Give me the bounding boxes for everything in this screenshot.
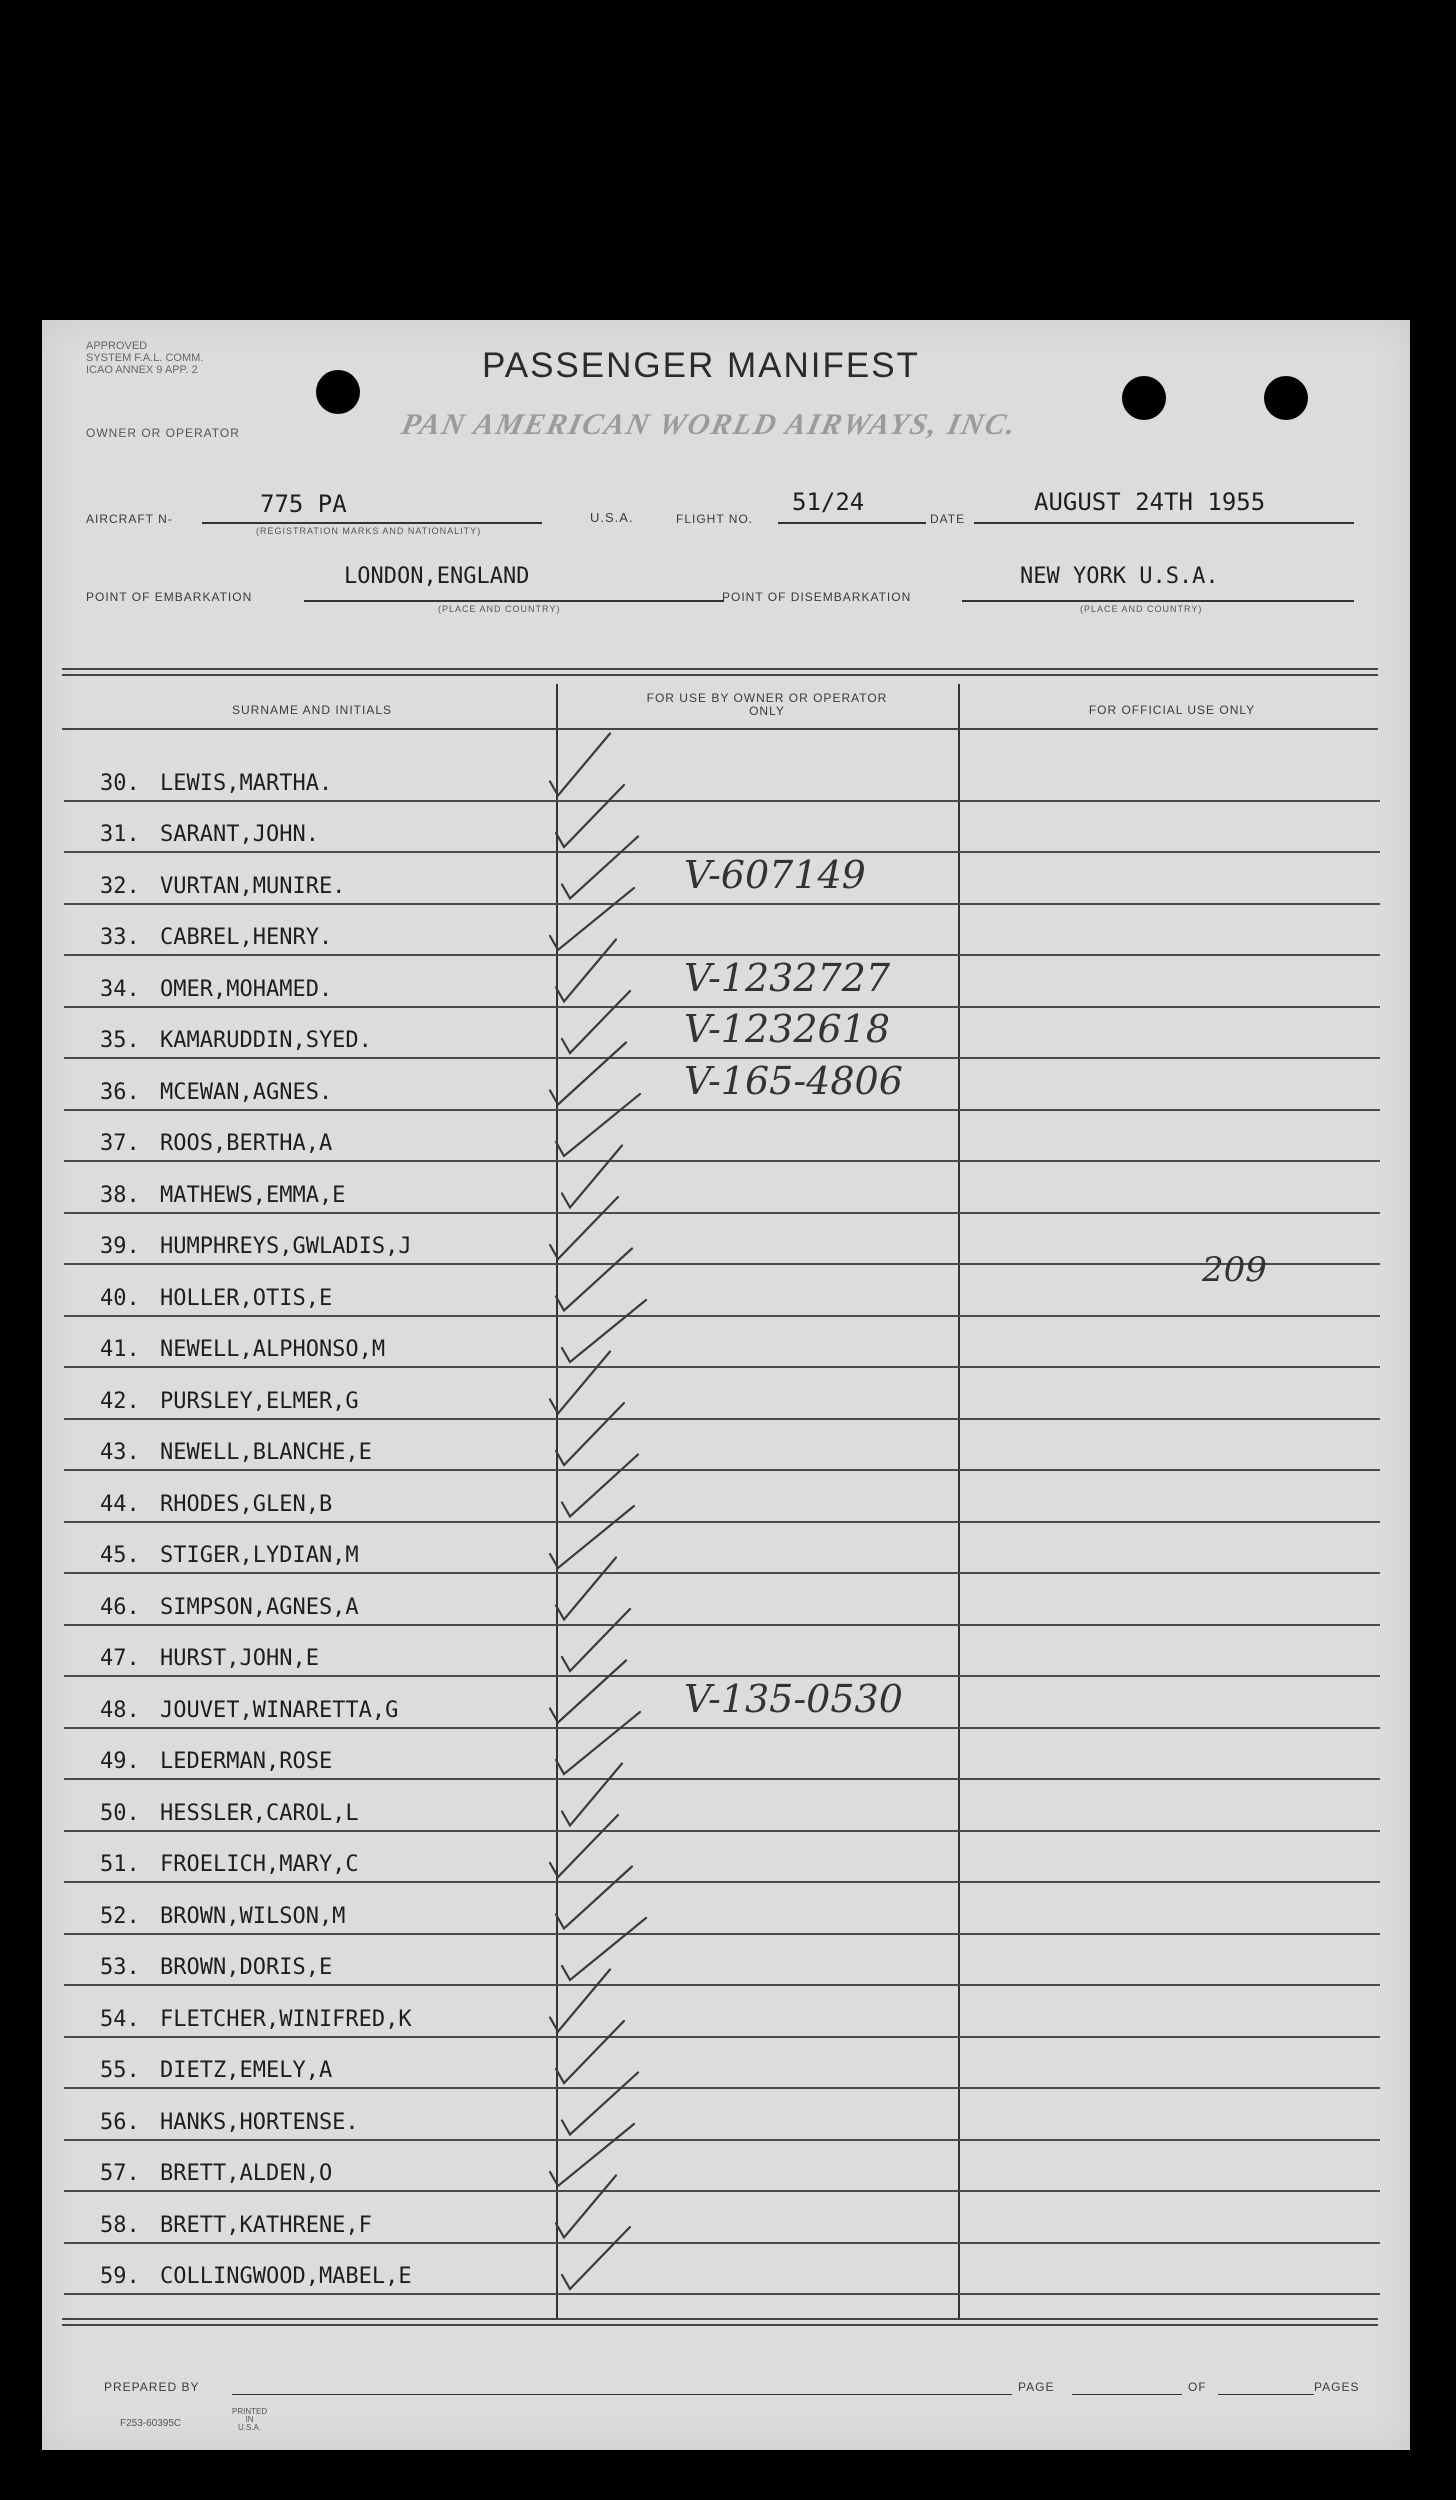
table-row (64, 1471, 1380, 1523)
operator-name: PAN AMERICAN WORLD AIRWAYS, INC. (398, 408, 1021, 441)
embarkation-underline (304, 600, 724, 602)
table-top-rule (62, 668, 1378, 670)
table-row (64, 1162, 1380, 1214)
table-row (64, 1574, 1380, 1626)
pages-label: PAGES (1314, 2380, 1360, 2394)
passenger-name: HURST,JOHN,E (160, 1646, 319, 1671)
aircraft-value: 775 PA (260, 490, 347, 518)
passenger-name: JOUVET,WINARETTA,G (160, 1697, 399, 1723)
row-number: 48. (100, 1697, 140, 1723)
table-bottom-rule (62, 2324, 1378, 2326)
embarkation-label: POINT OF EMBARKATION (86, 590, 253, 604)
punch-hole (1264, 376, 1308, 420)
date-label: DATE (930, 512, 966, 526)
row-number: 31. (100, 822, 140, 847)
embarkation-value: LONDON,ENGLAND (344, 564, 530, 589)
row-number: 49. (100, 1749, 140, 1774)
row-number: 58. (100, 2212, 140, 2238)
table-row (64, 1317, 1380, 1369)
row-number: 47. (100, 1646, 140, 1671)
row-number: 54. (100, 2006, 140, 2032)
prepared-by-label: PREPARED BY (104, 2380, 200, 2394)
registration-caption: (REGISTRATION MARKS AND NATIONALITY) (256, 526, 482, 536)
of-label: OF (1188, 2380, 1207, 2394)
passenger-name: BRETT,KATHRENE,F (160, 2212, 372, 2238)
union-label: PRINTED IN U.S.A. (232, 2407, 268, 2432)
approval-line: APPROVED (86, 340, 148, 352)
table-row (64, 1883, 1380, 1935)
passenger-name: BROWN,WILSON,M (160, 1903, 346, 1929)
passenger-name: HESSLER,CAROL,L (160, 1800, 359, 1826)
passenger-name: VURTAN,MUNIRE. (160, 873, 346, 899)
passenger-name: HUMPHREYS,GWLADIS,J (160, 1234, 412, 1259)
row-number: 53. (100, 1955, 140, 1980)
row-number: 50. (100, 1800, 140, 1826)
table-top-rule (62, 674, 1378, 676)
aircraft-label: AIRCRAFT N- (86, 512, 173, 526)
passenger-name: CABREL,HENRY. (160, 925, 333, 950)
table-row (64, 2038, 1380, 2090)
usa-label: U.S.A. (590, 510, 634, 525)
row-number: 42. (100, 1388, 140, 1414)
row-number: 30. (100, 770, 140, 796)
passenger-name: STIGER,LYDIAN,M (160, 1543, 359, 1568)
disembarkation-value: NEW YORK U.S.A. (1020, 564, 1219, 589)
row-number: 59. (100, 2264, 140, 2289)
disembarkation-underline (962, 600, 1354, 602)
form-code: F253-60395C (120, 2418, 182, 2429)
row-number: 43. (100, 1440, 140, 1465)
passenger-name: LEDERMAN,ROSE (160, 1749, 333, 1774)
row-number: 41. (100, 1337, 140, 1362)
passenger-name: RHODES,GLEN,B (160, 1491, 333, 1517)
passenger-name: OMER,MOHAMED. (160, 976, 333, 1002)
table-row (64, 2192, 1380, 2244)
table-row (64, 2141, 1380, 2193)
passenger-name: HOLLER,OTIS,E (160, 1285, 333, 1311)
passenger-name: MCEWAN,AGNES. (160, 1079, 333, 1105)
row-number: 32. (100, 873, 140, 899)
passenger-name: MATHEWS,EMMA,E (160, 1182, 346, 1208)
passenger-name: HANKS,HORTENSE. (160, 2109, 359, 2135)
passenger-name: SIMPSON,AGNES,A (160, 1594, 359, 1620)
table-row (64, 905, 1380, 957)
table-row (64, 1729, 1380, 1781)
official-note: 209 (1202, 1250, 1267, 1290)
row-number: 51. (100, 1852, 140, 1877)
row-number: 39. (100, 1234, 140, 1259)
disembarkation-label: POINT OF DISEMBARKATION (722, 590, 912, 604)
passenger-name: DIETZ,EMELY,A (160, 2058, 333, 2083)
row-number: 35. (100, 1028, 140, 1053)
visa-number: V-1232727 (684, 955, 891, 1000)
visa-number: V-607149 (684, 852, 866, 897)
place-caption: (PLACE AND COUNTRY) (1080, 604, 1203, 614)
of-underline (1218, 2394, 1314, 2395)
flight-no-value: 51/24 (792, 488, 865, 516)
table-row (64, 1935, 1380, 1987)
visa-number: V-165-4806 (684, 1058, 903, 1103)
passenger-name: NEWELL,ALPHONSO,M (160, 1337, 386, 1362)
table-row (64, 1677, 1380, 1729)
approval-line: SYSTEM F.A.L. COMM. (86, 352, 204, 364)
row-number: 33. (100, 925, 140, 950)
row-number: 55. (100, 2058, 140, 2083)
prepared-by-underline (232, 2394, 1012, 2395)
column-header-surname: SURNAME AND INITIALS (231, 703, 393, 717)
table-bottom-rule (62, 2318, 1378, 2320)
passenger-name: FROELICH,MARY,C (160, 1852, 359, 1877)
row-number: 52. (100, 1903, 140, 1929)
table-row (64, 1368, 1380, 1420)
row-number: 36. (100, 1079, 140, 1105)
passenger-name: ROOS,BERTHA,A (160, 1131, 333, 1156)
passenger-name: PURSLEY,ELMER,G (160, 1388, 359, 1414)
row-number: 57. (100, 2161, 140, 2186)
flight-no-label: FLIGHT NO. (676, 512, 754, 526)
table-row (64, 1214, 1380, 1266)
table-row (64, 1111, 1380, 1163)
operator-label: OWNER OR OPERATOR (86, 426, 240, 440)
table-row (64, 1265, 1380, 1317)
passenger-name: BROWN,DORIS,E (160, 1955, 333, 1980)
column-header-official: FOR OFFICIAL USE ONLY (1088, 703, 1256, 717)
table-row (64, 1420, 1380, 1472)
table-row (64, 1059, 1380, 1111)
table-row (64, 1780, 1380, 1832)
row-number: 40. (100, 1285, 140, 1311)
table-row (64, 1626, 1380, 1678)
punch-hole (1122, 376, 1166, 420)
page-underline (1072, 2394, 1182, 2395)
date-underline (974, 522, 1354, 524)
table-row (64, 2244, 1380, 2296)
table-row (64, 1986, 1380, 2038)
visa-number: V-1232618 (684, 1007, 891, 1051)
visa-number: V-135-0530 (684, 1676, 903, 1721)
approval-stamp (86, 340, 286, 376)
passenger-name: SARANT,JOHN. (160, 822, 319, 847)
passenger-name: FLETCHER,WINIFRED,K (160, 2006, 412, 2032)
page-label: PAGE (1018, 2380, 1055, 2394)
table-row (64, 1008, 1380, 1060)
table-row (64, 1832, 1380, 1884)
manifest-page (42, 320, 1410, 2450)
table-row (64, 750, 1380, 802)
punch-hole (316, 370, 360, 414)
flight-no-underline (778, 522, 926, 524)
passenger-name: NEWELL,BLANCHE,E (160, 1440, 372, 1465)
row-number: 37. (100, 1131, 140, 1156)
column-header-owner: FOR USE BY OWNER OR OPERATOR ONLY (646, 691, 888, 718)
table-row (64, 1523, 1380, 1575)
passenger-name: BRETT,ALDEN,O (160, 2161, 333, 2186)
row-number: 56. (100, 2109, 140, 2135)
place-caption: (PLACE AND COUNTRY) (438, 604, 561, 614)
passenger-name: LEWIS,MARTHA. (160, 770, 333, 796)
passenger-name: COLLINGWOOD,MABEL,E (160, 2264, 412, 2289)
table-row (64, 2089, 1380, 2141)
table-row (64, 802, 1380, 854)
table-row (64, 956, 1380, 1008)
form-title: PASSENGER MANIFEST (482, 346, 920, 385)
aircraft-underline (202, 522, 542, 524)
header-rule (62, 728, 1378, 730)
table-row (64, 853, 1380, 905)
passenger-list (64, 750, 1380, 2295)
approval-line: ICAO ANNEX 9 APP. 2 (86, 364, 198, 376)
row-number: 34. (100, 976, 140, 1002)
row-number: 46. (100, 1594, 140, 1620)
row-number: 45. (100, 1543, 140, 1568)
row-number: 44. (100, 1491, 140, 1517)
date-value: AUGUST 24TH 1955 (1034, 488, 1266, 516)
row-number: 38. (100, 1182, 140, 1208)
passenger-name: KAMARUDDIN,SYED. (160, 1028, 372, 1053)
